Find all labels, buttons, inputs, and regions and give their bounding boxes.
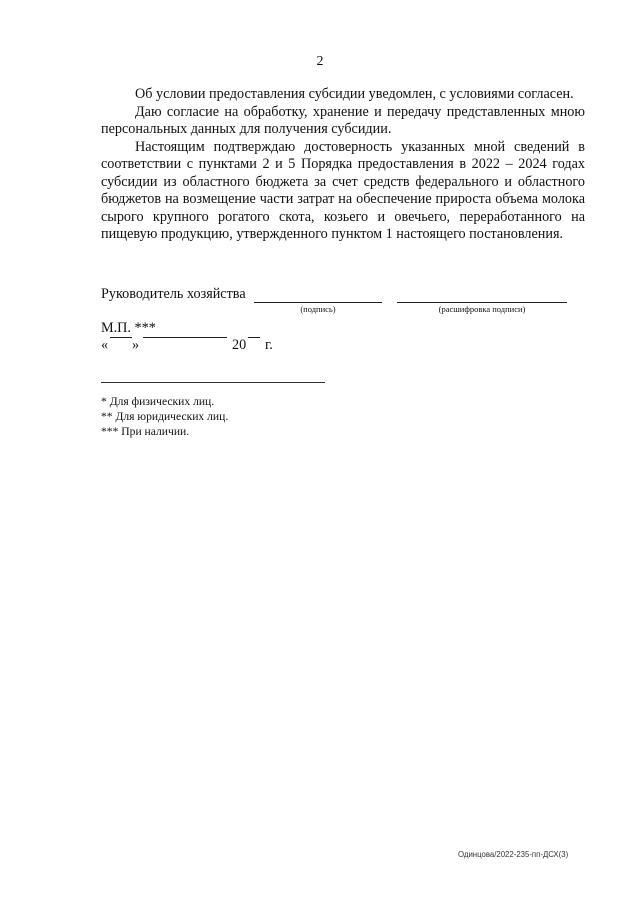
date-block	[101, 337, 401, 357]
footnote-legal-entities: ** Для юридических лиц.	[101, 410, 229, 423]
date-open-quote: «	[101, 337, 109, 353]
document-code: Одинцова/2022-235-пп-ДСХ(3)	[458, 850, 569, 859]
signature-block	[101, 286, 581, 318]
date-year-suffix: г.	[265, 337, 273, 353]
date-year-prefix: 20	[232, 337, 247, 353]
footnote-divider	[101, 382, 325, 383]
date-year-line	[248, 337, 260, 338]
date-day-line	[110, 337, 132, 338]
signature-decode-caption: (расшифровка подписи)	[438, 304, 526, 314]
signature-label: Руководитель хозяйства	[101, 286, 246, 302]
paragraph-consent: Даю согласие на обработку, хранение и передачу представленных мною персональных данных для получения субсидии.	[101, 103, 585, 137]
date-close-quote: »	[132, 337, 140, 353]
footnote-individuals: * Для физических лиц.	[101, 395, 215, 408]
footnotes	[101, 394, 228, 439]
paragraph-notification: Об условии предоставления субсидии уведомлен, с условиями согласен.	[135, 86, 574, 102]
document-body	[101, 86, 585, 244]
signature-line	[254, 302, 382, 303]
stamp-place: М.П. ***	[101, 320, 156, 336]
date-month-line	[143, 337, 227, 338]
signature-decode-line	[397, 302, 567, 303]
signature-caption: (подпись)	[300, 304, 336, 314]
page-number: 2	[316, 54, 324, 69]
footnote-if-available: *** При наличии.	[101, 425, 190, 438]
paragraph-confirmation: Настоящим подтверждаю достоверность указанных мной сведений в соответствии с пунктами 2 и 5 Порядка предоставления в 2022 – 2024 годах субсидии из областного бюджета за счет средств федерального и областного бюджетов на возмещение части затрат на обеспечение прироста объема молока сырого крупного рогатого скота, козьего и овечьего, переработанного на пищевую продукцию, утвержденного пунктом 1 настоящего постановления.	[101, 138, 585, 242]
